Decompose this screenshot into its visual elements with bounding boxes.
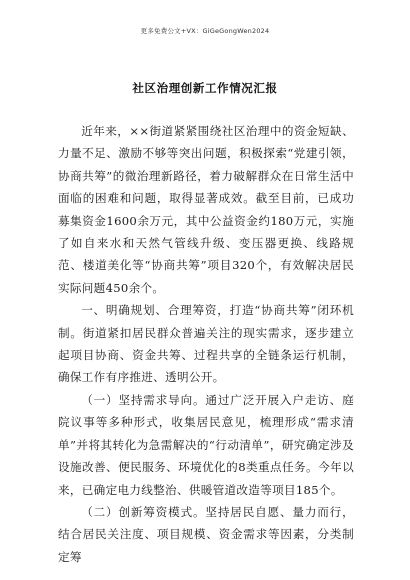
document-body <box>58 120 354 568</box>
paragraph-subsection-two: （二）创新筹资模式。坚持居民自愿、量力而行，结合居民关注度、项目规模、资金需求等因素，分类制定筹 <box>58 504 354 564</box>
paragraph-section-one: 一、明确规划、合理筹资，打造“协商共筹”闭环机制。街道紧扣居民群众普遍关注的现实需求，逐步建立起项目协商、资金共筹、过程共享的全链条运行机制，确保工作有序推进、透明公开。 <box>58 303 354 385</box>
paragraph-intro: 近年来，××街道紧紧围绕社区治理中的资金短缺、力量不足、激励不够等突出问题，积极探索“党建引领，协商共筹”的微治理新路径，着力破解群众在日常生活中面临的困难和问题，取得显著成效。截至目前，已成功募集资金1600余万元，其中公益资金约180万元，实施了如自来水和天然气管线升级、变压器更换、线路规范、楼道美化等“协商共筹”项目320个，有效解决居民实际问题450余个。 <box>58 124 354 295</box>
paragraph-subsection-one: （一）坚持需求导向。通过广泛开展入户走访、庭院议事等多种形式，收集居民意见，梳理形成“需求清单”并将其转化为急需解决的“行动清单”，研究确定涉及设施改善、便民服务、环境优化的8类重点任务。今年以来，已确定电力线整治、供暖管道改造等项目185个。 <box>58 392 354 497</box>
document-title: 社区治理创新工作情况汇报 <box>132 81 278 95</box>
header-note: 更多免费公文+VX：GiGeGongWen2024 <box>140 27 270 35</box>
